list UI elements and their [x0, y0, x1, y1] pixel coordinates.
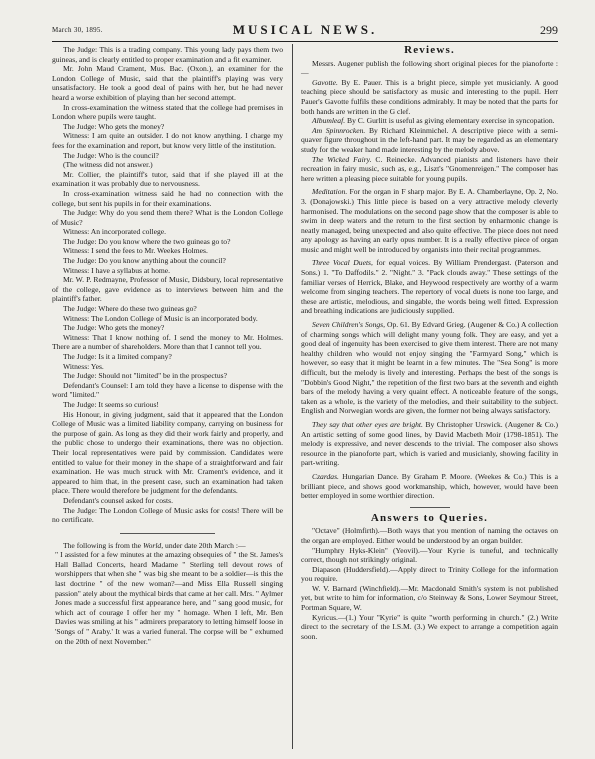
answer-item: Kyricus.—(1.) Your "Kyrie" is quite "worth performing in church." (2.) Write direct to the secretary of the I.S.M. (3.) We expect to arrange a competition again soon. [301, 612, 558, 641]
publication-title: World [142, 540, 162, 550]
masthead-title: MUSICAL NEWS. [232, 22, 378, 37]
issue-date: March 30, 1895. [52, 26, 103, 34]
court-paragraph: In cross-examination the witness stated that the college had premises in London where pupils were taught. [52, 102, 283, 122]
court-paragraph: The Judge: Do you know anything about the council? [63, 256, 226, 266]
court-paragraph: Witness: I have a syllabus at home. [63, 265, 171, 275]
review-item: Czardas. Hungarian Dance. By Graham P. Moore. (Weekes & Co.) This is a brilliant piece, and shows good workmanship, which, however, would have been better employed in some worthier direction. [301, 471, 558, 501]
court-paragraph: Defendant's Counsel: I am told they have a license to dispense with the word "limited." [52, 380, 283, 400]
court-paragraph: The Judge: Who gets the money? [63, 121, 165, 131]
review-item: Three Vocal Duets, for equal voices. By William Prendergast. (Paterson and Sons.) 1. "To Daffodils." 2. "Night." 3. "Pack clouds away." These settings of the familiar verses of Herrick, Blake, and Heywood respectively are worthy of a warm welcome from singing teachers. The repertory of vocal duets is none too large, and these are artistic, melodious, and singable, the words being well fitted. Expression and breathing indications are judiciously supplied. [301, 258, 558, 316]
world-quotation: " I assisted for a few minutes at the amazing obsequies of " the St. James's Hall Ballad Concerts, heard Madame " Sterling tell devout rows of worshippers that when she " was big she meant to be a soldier—is this the last doctrine " of the new woman?—and Miss Ella Russell singing passion" ately about the mythical birds that came at her call. Mrs. " Aylmer Jones made a successful first appearance here, and " sang good music, for which act of courage I offer her my " homage. When I left, Mr. Ben Davies was smiling at his " admirers preparatory to letting himself loose in 'Songs of " Araby.' It was a varied funeral. The corpse will be " exhumed on the 20th of next November." [55, 550, 283, 646]
answers-heading: Answers to Queries. [370, 511, 489, 524]
answer-item: "Humphry Hyks-Klein" (Yeovil).—Your Kyrie is tuneful, and technically correct, though not strikingly original. [301, 545, 558, 565]
court-paragraph: The Judge: Who is the council? [63, 150, 159, 160]
page-number: 299 [540, 23, 558, 37]
answer-item: Diapason (Huddersfield).—Apply direct to Trinity College for the information you require. [301, 564, 558, 584]
reviews-intro: Messrs. Augener publish the following short original pieces for the pianoforte :— [301, 58, 558, 78]
review-item: Seven Children's Songs, Op. 61. By Edvard Grieg. (Augener & Co.) A collection of charming songs which will delight many young folk. They are easy, and yet a good deal of ingenuity has been exercised to give them interest. There are not many healthy children who would not enjoy singing the "Farmyard Song," which is however, so easy that it might be learnt in a few minutes. The "Sea Song" is more difficult, but the melody is lively and interesting. Perhaps the best of the songs is "Dobbin's Good Night," the repetition of the first two bars at the seventh and eighth bars of the melody having a very quaint effect. A noticeable feature of the songs, taken as a whole, is the variety of the melodies, and their suitability to the subject. English and Norwegian words are given, the former not being always satisfactory. [301, 320, 559, 416]
court-paragraph: Mr. Collier, the plaintiff's tutor, said that if she played ill at the examination it was probably due to nervousness. [52, 169, 283, 189]
review-item: Meditation. For the organ in F sharp major. By E. A. Chamberlayne, Op. 2, No. 3. (Donajowski.) This little piece is based on a very attractive melody cleverly harmonised. The modulations on the second page show that the composer is able to swim in deep waters and the return to the first section by enharmonic change is neatly managed, being unexpected and also quite effective. The piece does not need any apology as having an early opus number. It is a really effective piece of organ music and might well be introduced by organists into their recital programmes. [301, 187, 558, 254]
reviews-heading: Reviews. [404, 44, 455, 56]
court-paragraph: In cross-examination witness said he had no connection with the college, but sent his pupils in for their examinations. [52, 188, 283, 208]
page-header [52, 22, 558, 38]
header-rule [52, 41, 558, 42]
court-paragraph: Defendant's counsel asked for costs. [63, 495, 173, 505]
court-paragraph: His Honour, in giving judgment, said that it appeared that the London College of Music was a limited liability company, carrying on business for the purpose of gain. As long as they did their work fairly and properly, and the public chose to undergo their examinations, there was no objection. Their local representatives were paid by commission. Candidates were entitled to value for their money in the shape of a straightforward and fair examination. He was much struck with Mr. Crament's evidence, and it appeared to him that, in the present case, such an examination had taken place. There would therefore be judgment for the defendants. [52, 409, 283, 496]
court-paragraph: The Judge: Why do you send them there? What is the London College of Music? [52, 208, 283, 227]
right-column [301, 45, 558, 641]
court-paragraph: The Judge: It seems so curious! [63, 399, 159, 409]
court-paragraph: Mr. John Maud Crament, Mus. Bac. (Oxon.), an examiner for the London College of Music, said that the plaintiff's playing was very unsatisfactory. He took a good deal of pains with her, but he had never heard a worse exhibition of playing than her second attempt. [52, 64, 283, 102]
court-paragraph: Witness: Yes. [63, 361, 104, 371]
court-paragraph: The Judge: Should not "limited" be in the prospectus? [63, 371, 227, 381]
court-paragraph: Witness: The London College of Music is an incorporated body. [63, 313, 258, 323]
court-paragraph: Witness: I send the fees to Mr. Weekes Holmes. [63, 246, 208, 256]
court-paragraph: The Judge: Who gets the money? [63, 323, 165, 333]
section-separator [120, 533, 215, 534]
court-paragraph: (The witness did not answer.) [63, 160, 153, 170]
section-separator [410, 507, 450, 508]
court-paragraph: Mr. W. P. Redmayne, Professor of Music, Didsbury, local representative of the college, gave evidence as to interviews between him and the plaintiff's father. [52, 275, 283, 304]
review-item: Am Spinnrocken. By Richard Kleinmichel. A descriptive piece with a semi-quaver figure throughout in the left-hand part. It may be regarded as an elementary study for the weaker hand made interesting by the melody above. [301, 125, 558, 154]
review-item: Albumleaf. By C. Gurlitt is useful as giving elementary exercise in syncopation. [312, 116, 555, 126]
court-paragraph: The Judge: This is a trading company. This young lady pays them two guineas, and is clearly entitled to proper examination and a fit examiner. [52, 45, 283, 64]
court-paragraph: Witness: I am quite an outsider. I do not know anything. I charge my fees for the examination and report, but know very little of the institution. [52, 131, 283, 150]
column-divider [292, 44, 293, 749]
review-item: Gavotte. By E. Pauer. This is a bright piece, simple yet musicianly. A good teaching piece should be satisfactory as music and interesting to the pupil. Herr Pauer's Gavotte fulfils these conditions admirably. It may be noted that the parts for both hands are written in the G clef. [301, 77, 558, 116]
court-paragraph: The Judge: The London College of Music asks for costs! There will be no certificate. [52, 505, 283, 525]
world-intro: The following is from the World, under date 20th March :— [63, 540, 246, 550]
review-item: The Wicked Fairy. C. Reinecke. Advanced pianists and listeners have their recreation in fairy music, such as, e.g., Liszt's "Gnomenreigen." The composer has here written a pleasing piece suitable for young pupils. [301, 154, 559, 183]
left-column [52, 45, 283, 646]
court-paragraph: Witness: An incorporated college. [63, 227, 167, 237]
court-paragraph: The Judge: Is it a limited company? [63, 352, 172, 361]
court-paragraph: The Judge: Do you know where the two guineas go to? [63, 236, 231, 246]
court-paragraph: Witness: That I know nothing of. I send the money to Mr. Holmes. There are a number of shareholders. More than that I cannot tell you. [52, 332, 283, 352]
answer-item: "Octave" (Holmfirth).—Both ways that you mention of naming the octaves on the organ are employed. Either would be understood by an organ builder. [301, 526, 558, 545]
answer-item: W. V. Barnard (Winchfield).—Mr. Macdonald Smith's system is not published yet, but write to him for information, c/o Steinway & Sons, Lower Seymour Street, Portman Square, W. [301, 583, 558, 613]
court-paragraph: The Judge: Where do these two guineas go? [63, 304, 197, 314]
review-item: They say that other eyes are bright. By Christopher Urswick. (Augener & Co.) An artistic setting of some good lines, by David Macbeth Moir (1798-1851). The melody is expressive, and never descends to the trivial. The composer also shows resource in the pianoforte part, which is varied and musicianly, showing facility in part-writing. [301, 419, 558, 468]
